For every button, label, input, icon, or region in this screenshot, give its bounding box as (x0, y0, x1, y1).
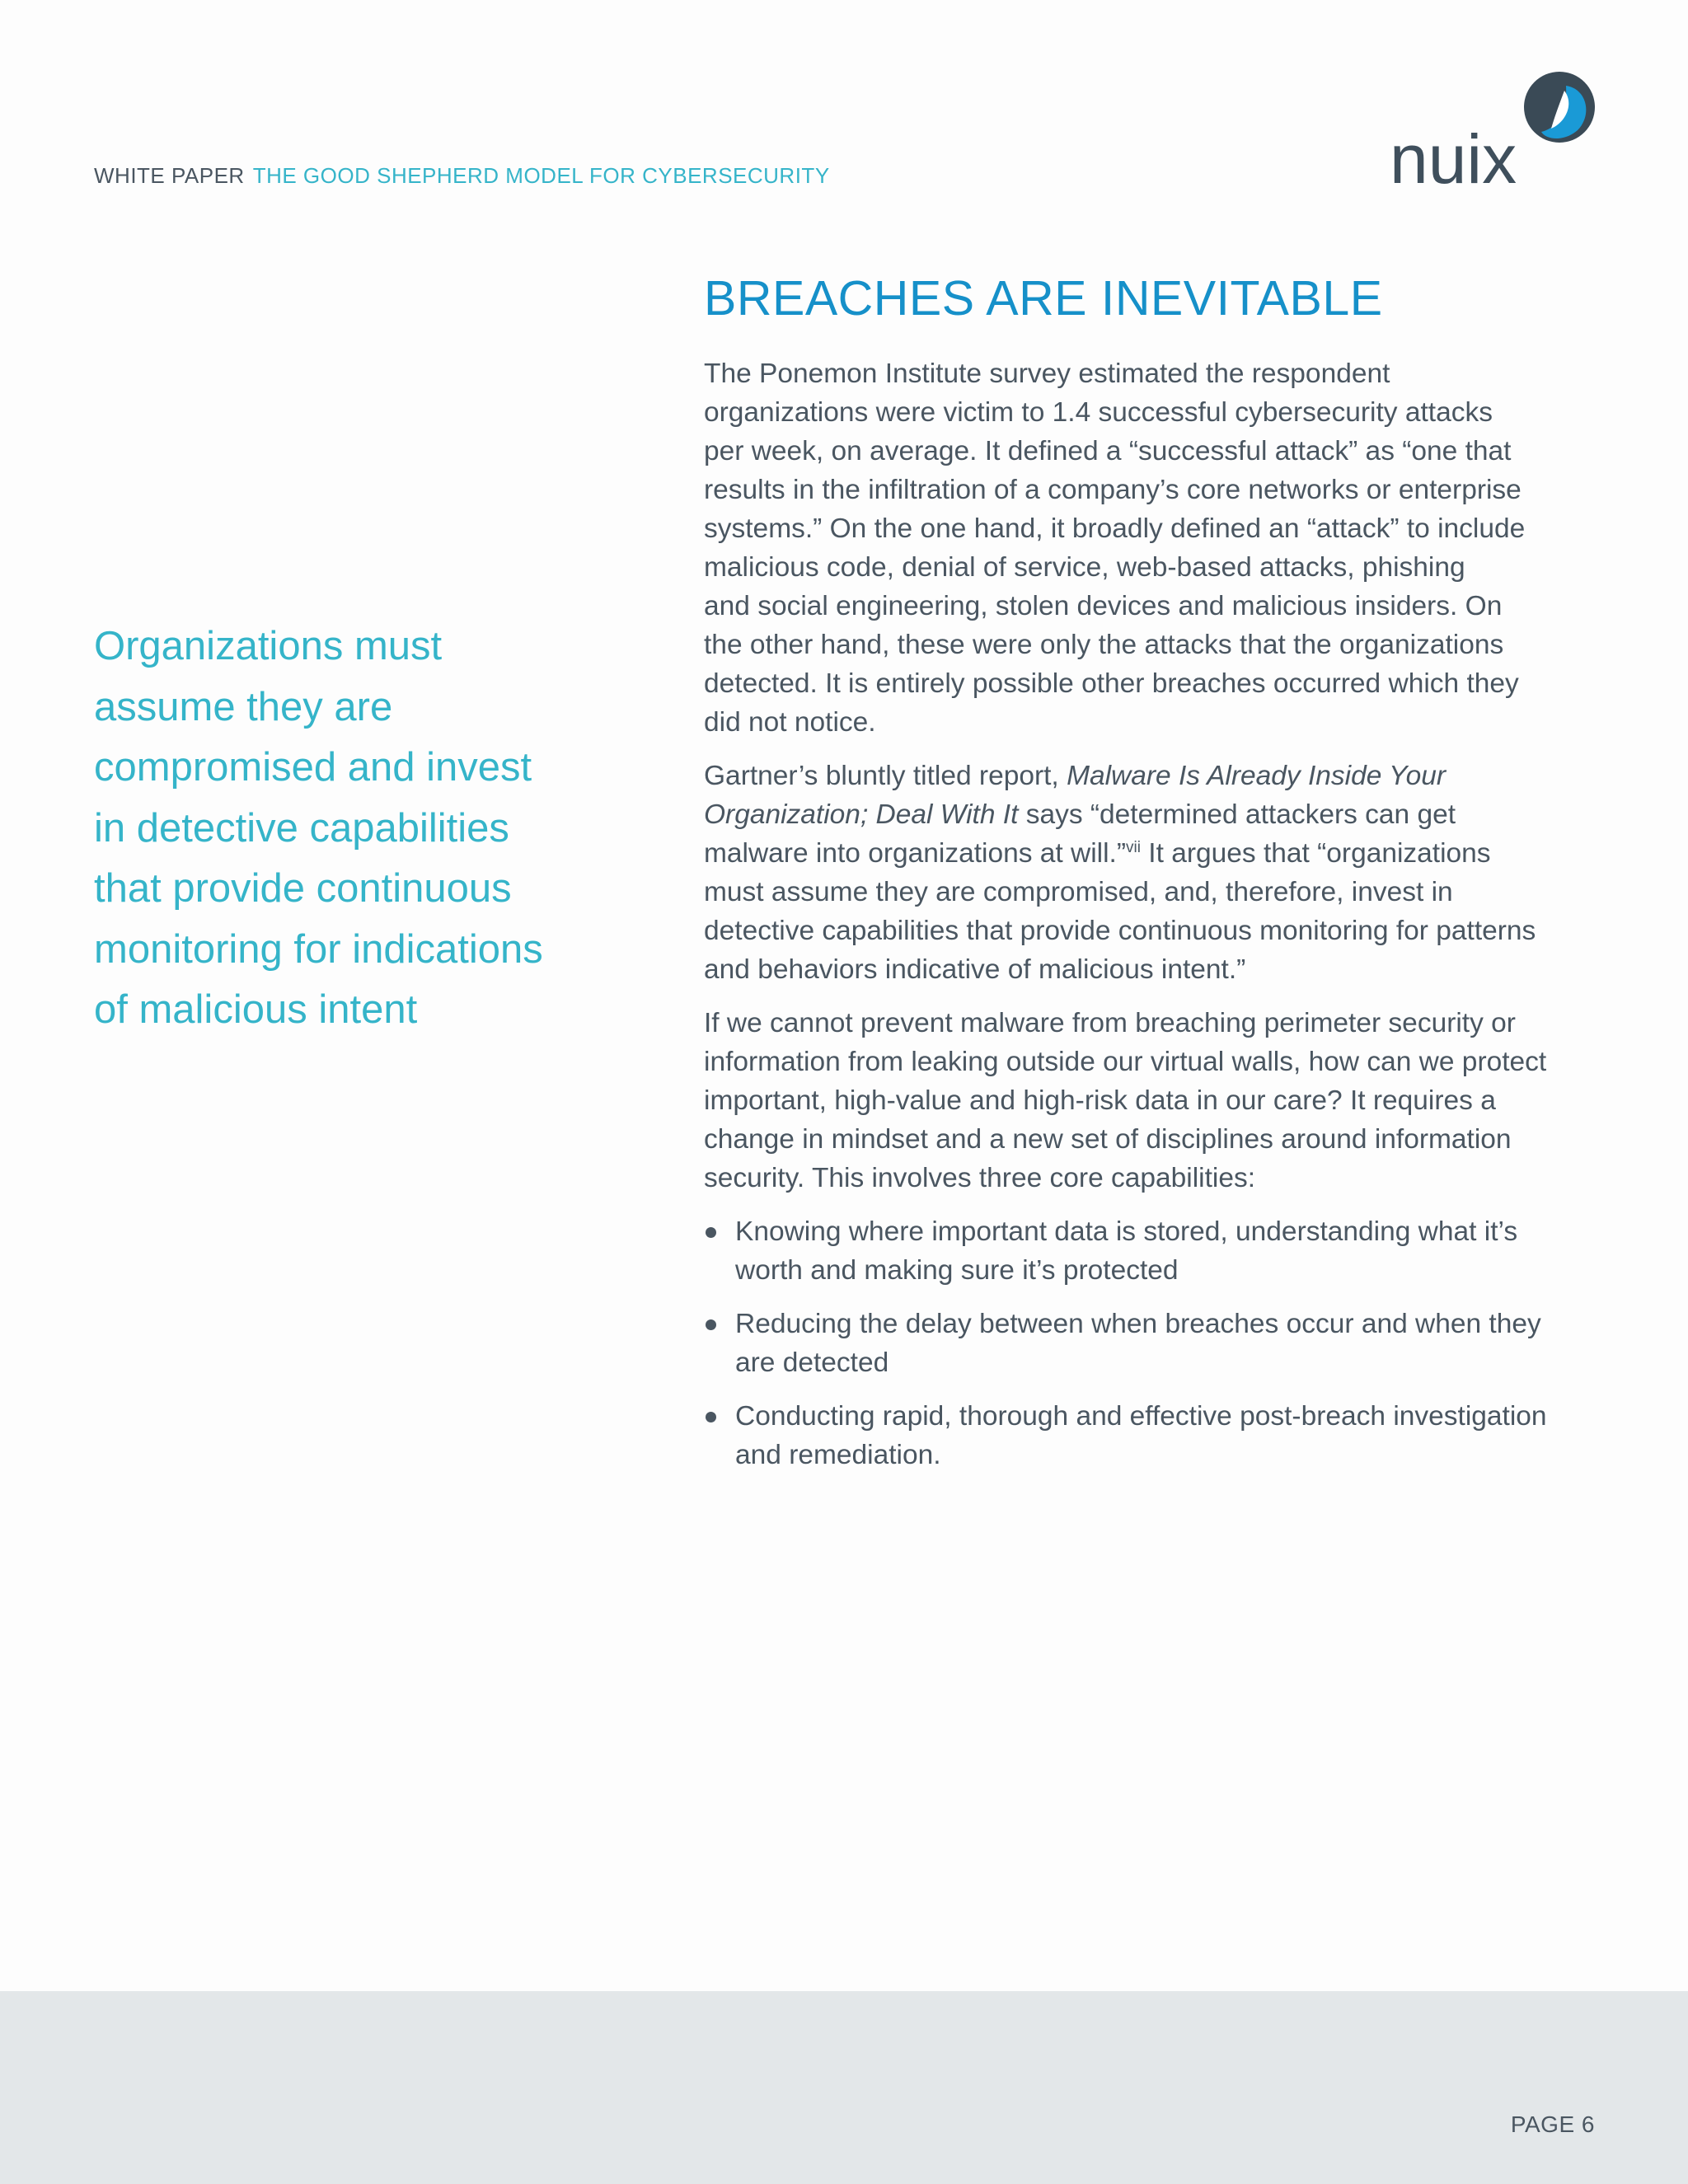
text-line: malicious code, denial of service, web-based attacks, phishing (704, 552, 1465, 583)
text-run: malware into organizations at will.” (704, 838, 1127, 869)
logo-wordmark: nuix (1390, 120, 1517, 186)
pull-quote-line: of malicious intent (94, 987, 418, 1032)
text-line: If we cannot prevent malware from breaching perimeter security or (704, 1008, 1516, 1038)
text-run: It argues that “organizations (1140, 838, 1491, 869)
list-item (704, 1212, 1602, 1290)
report-title-italic: Organization; Deal With It (704, 799, 1019, 830)
text-line: important, high-value and high-risk data in our care? It requires a (704, 1085, 1496, 1116)
pull-quote-line: compromised and invest (94, 745, 532, 790)
text-line: systems.” On the one hand, it broadly defined an “attack” to include (704, 513, 1526, 544)
pull-quote-line: Organizations must (94, 624, 443, 668)
text-line: change in mindset and a new set of disciplines around information (704, 1124, 1512, 1155)
pull-quote-line: in detective capabilities (94, 805, 509, 851)
pull-quote-line: monitoring for indications (94, 926, 543, 972)
paragraph-ponemon (704, 354, 1602, 742)
text-line (704, 834, 1602, 873)
text-line: and remediation. (735, 1440, 941, 1470)
report-title-italic: Malware Is Already Inside Your (1067, 761, 1446, 791)
header-title: THE GOOD SHEPHERD MODEL FOR CYBERSECURITY (252, 163, 830, 188)
running-header (94, 163, 830, 189)
text-line: results in the infiltration of a company’s core networks or enterprise (704, 475, 1522, 505)
bullet-icon (706, 1412, 716, 1422)
page-number: PAGE 6 (1510, 2111, 1595, 2137)
text-run: says “determined attackers can get (1018, 799, 1456, 830)
nuix-logo (1390, 71, 1596, 186)
pull-quote-line: assume they are (94, 684, 393, 729)
paragraph-mindset (704, 1004, 1602, 1197)
text-line: detected. It is entirely possible other breaches occurred which they (704, 668, 1519, 699)
text-line: organizations were victim to 1.4 successful cybersecurity attacks (704, 397, 1493, 428)
text-line: detective capabilities that provide continuous monitoring for patterns (704, 916, 1536, 946)
header-label: WHITE PAPER (94, 163, 245, 188)
text-line: are detected (735, 1347, 889, 1378)
list-item (704, 1397, 1602, 1474)
bullet-icon (706, 1227, 716, 1238)
text-line: the other hand, these were only the attacks that the organizations (704, 630, 1504, 660)
text-line (704, 795, 1602, 834)
text-line: information from leaking outside our virtual walls, how can we protect (704, 1047, 1547, 1077)
pull-quote (94, 616, 580, 1041)
text-line: The Ponemon Institute survey estimated the respondent (704, 359, 1390, 389)
text-line: Conducting rapid, thorough and effective post-breach investigation (735, 1401, 1547, 1432)
main-column (704, 270, 1602, 1489)
footnote-ref: vii (1126, 838, 1141, 856)
paragraph-gartner (704, 757, 1602, 989)
text-line: must assume they are compromised, and, therefore, invest in (704, 877, 1453, 907)
text-line: and social engineering, stolen devices and malicious insiders. On (704, 591, 1503, 621)
list-item (704, 1305, 1602, 1382)
capabilities-list (704, 1212, 1602, 1474)
text-line (704, 757, 1602, 795)
text-line: worth and making sure it’s protected (735, 1255, 1179, 1286)
nuix-logo-graphic (1390, 71, 1596, 186)
text-line: Knowing where important data is stored, understanding what it’s (735, 1216, 1518, 1247)
text-line: per week, on average. It defined a “successful attack” as “one that (704, 436, 1512, 466)
text-line: security. This involves three core capabilities: (704, 1163, 1256, 1193)
pull-quote-line: that provide continuous (94, 866, 512, 911)
text-line: did not notice. (704, 707, 876, 738)
text-line: Reducing the delay between when breaches occur and when they (735, 1309, 1541, 1339)
bullet-icon (706, 1319, 716, 1330)
text-run: Gartner’s bluntly titled report, (704, 761, 1067, 791)
section-heading: BREACHES ARE INEVITABLE (704, 271, 1383, 326)
text-line: and behaviors indicative of malicious intent.” (704, 954, 1246, 985)
page-footer (0, 1991, 1688, 2184)
